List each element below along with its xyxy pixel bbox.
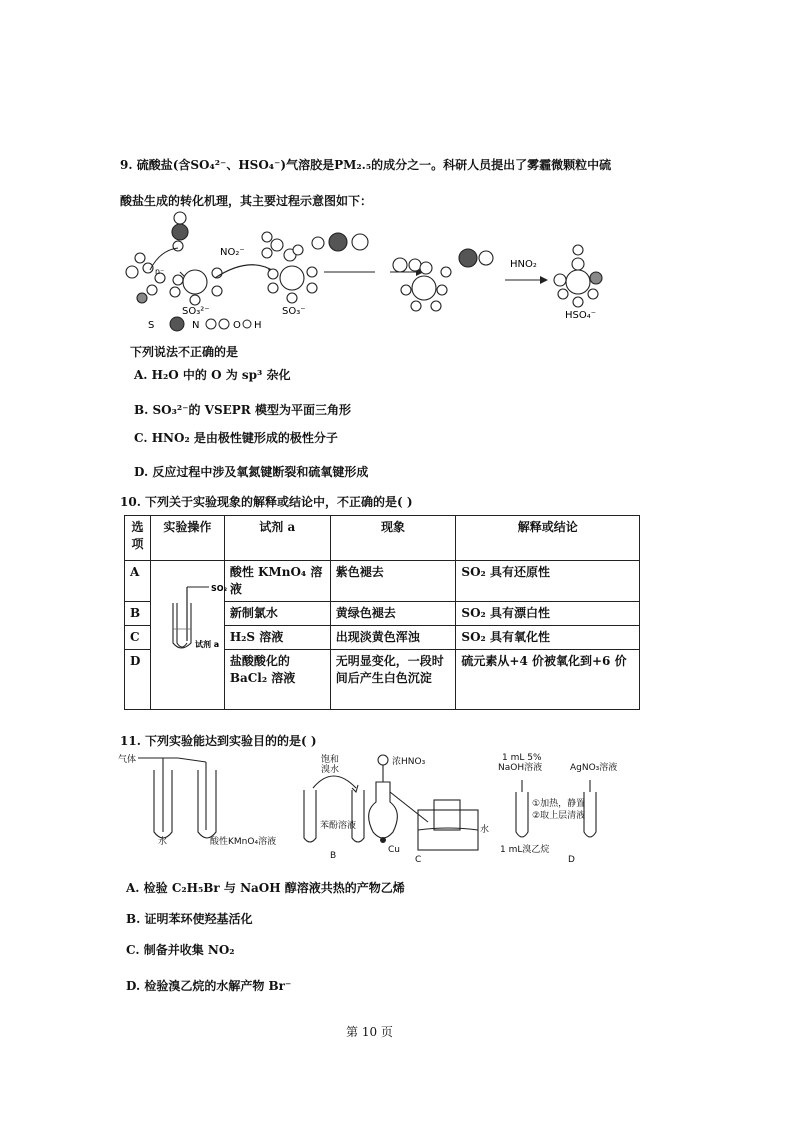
svg-text:n⁻: n⁻ xyxy=(155,267,165,276)
row-reagent: 盐酸酸化的 BaCl₂ 溶液 xyxy=(224,650,330,710)
svg-text:D: D xyxy=(568,855,575,865)
q9-prompt: 下列说法不正确的是 xyxy=(130,345,239,359)
row-conclusion: SO₂ 具有氧化性 xyxy=(456,626,640,650)
svg-text:②取上层清液: ②取上层清液 xyxy=(532,811,586,821)
q11-option-a[interactable]: A. 检验 C₂H₅Br 与 NaOH 醇溶液共热的产物乙烯 xyxy=(126,881,405,895)
svg-text:水: 水 xyxy=(480,825,490,835)
q11-option-c[interactable]: C. 制备并收集 NO₂ xyxy=(126,943,235,957)
row-conclusion: SO₂ 具有还原性 xyxy=(456,561,640,602)
header-operation: 实验操作 xyxy=(150,516,224,561)
q9-option-d[interactable]: D. 反应过程中涉及氧氮键断裂和硫氧键形成 xyxy=(134,465,369,479)
q9-stem-line1: 9. 硫酸盐(含SO₄²⁻、HSO₄⁻)气溶胶是PM₂.₅的成分之一。科研人员提出了雾霾微颗粒中硫 xyxy=(120,158,612,172)
q11-option-b[interactable]: B. 证明苯环使羟基活化 xyxy=(126,912,253,926)
q9-mechanism-diagram xyxy=(120,210,660,335)
svg-text:水: 水 xyxy=(158,837,168,847)
row-phenomenon: 无明显变化，一段时间后产生白色沉淀 xyxy=(330,650,456,710)
q11-option-d[interactable]: D. 检验溴乙烷的水解产物 Br⁻ xyxy=(126,979,292,993)
svg-text:苯酚溶液: 苯酚溶液 xyxy=(320,821,357,831)
q9-option-a[interactable]: A. H₂O 中的 O 为 sp³ 杂化 xyxy=(134,368,291,382)
row-reagent: 酸性 KMnO₄ 溶液 xyxy=(224,561,330,602)
svg-text:Cu: Cu xyxy=(388,845,400,855)
apparatus-cell xyxy=(150,561,228,710)
q11-apparatus-diagrams xyxy=(118,752,618,865)
hno2-label: HNO₂ xyxy=(510,259,537,270)
svg-text:浓HNO₃: 浓HNO₃ xyxy=(392,757,426,767)
q9-stem-line2: 酸盐生成的转化机理，其主要过程示意图如下： xyxy=(120,194,373,208)
q10-stem: 10. 下列关于实验现象的解释或结论中，不正确的是( ) xyxy=(120,495,413,509)
header-reagent: 试剂 a xyxy=(224,516,330,561)
row-phenomenon: 黄绿色褪去 xyxy=(330,602,456,626)
svg-text:溴水: 溴水 xyxy=(321,765,340,775)
row-opt: C xyxy=(125,626,151,650)
so3-label-2: SO₃⁻ xyxy=(282,306,306,317)
svg-text:酸性KMnO₄溶液: 酸性KMnO₄溶液 xyxy=(210,837,277,847)
svg-text:O: O xyxy=(233,320,241,331)
row-phenomenon: 出现淡黄色浑浊 xyxy=(330,626,456,650)
svg-text:C: C xyxy=(415,855,422,865)
svg-text:1 mL 5%: 1 mL 5% xyxy=(502,753,542,763)
row-opt: D xyxy=(125,650,151,710)
svg-text:N: N xyxy=(192,320,200,331)
row-opt: B xyxy=(125,602,151,626)
q10-table xyxy=(124,515,640,710)
svg-text:SO₂: SO₂ xyxy=(210,584,228,593)
header-conclusion: 解释或结论 xyxy=(456,516,640,561)
header-option: 选项 xyxy=(125,516,151,561)
svg-text:1 mL溴乙烷: 1 mL溴乙烷 xyxy=(500,845,550,855)
row-conclusion: SO₂ 具有漂白性 xyxy=(456,602,640,626)
header-phenomenon: 现象 xyxy=(330,516,456,561)
row-reagent: 新制氯水 xyxy=(224,602,330,626)
row-phenomenon: 紫色褪去 xyxy=(330,561,456,602)
svg-text:①加热，静置: ①加热，静置 xyxy=(532,799,586,809)
row-reagent: H₂S 溶液 xyxy=(224,626,330,650)
svg-text:气体: 气体 xyxy=(118,755,137,765)
svg-text:AgNO₃溶液: AgNO₃溶液 xyxy=(570,763,618,773)
hso4-label: HSO₄⁻ xyxy=(565,310,597,321)
row-opt: A xyxy=(125,561,151,602)
svg-text:S: S xyxy=(148,320,155,331)
svg-text:H: H xyxy=(254,320,262,331)
svg-text:NaOH溶液: NaOH溶液 xyxy=(498,763,543,773)
q11-stem: 11. 下列实验能达到实验目的的是( ) xyxy=(120,734,317,748)
so3-label-1: SO₃²⁻ xyxy=(182,306,210,317)
svg-text:饱和: 饱和 xyxy=(321,755,340,765)
q9-option-c[interactable]: C. HNO₂ 是由极性键形成的极性分子 xyxy=(134,431,338,445)
no2-label: NO₂⁻ xyxy=(220,247,245,258)
row-conclusion: 硫元素从+4 价被氧化到+6 价 xyxy=(456,650,640,710)
svg-text:试剂 a: 试剂 a xyxy=(194,640,220,649)
svg-text:B: B xyxy=(330,851,337,861)
page-footer: 第 10 页 xyxy=(346,1025,393,1039)
q9-option-b[interactable]: B. SO₃²⁻的 VSEPR 模型为平面三角形 xyxy=(134,403,351,417)
test-tube-apparatus xyxy=(159,577,228,657)
